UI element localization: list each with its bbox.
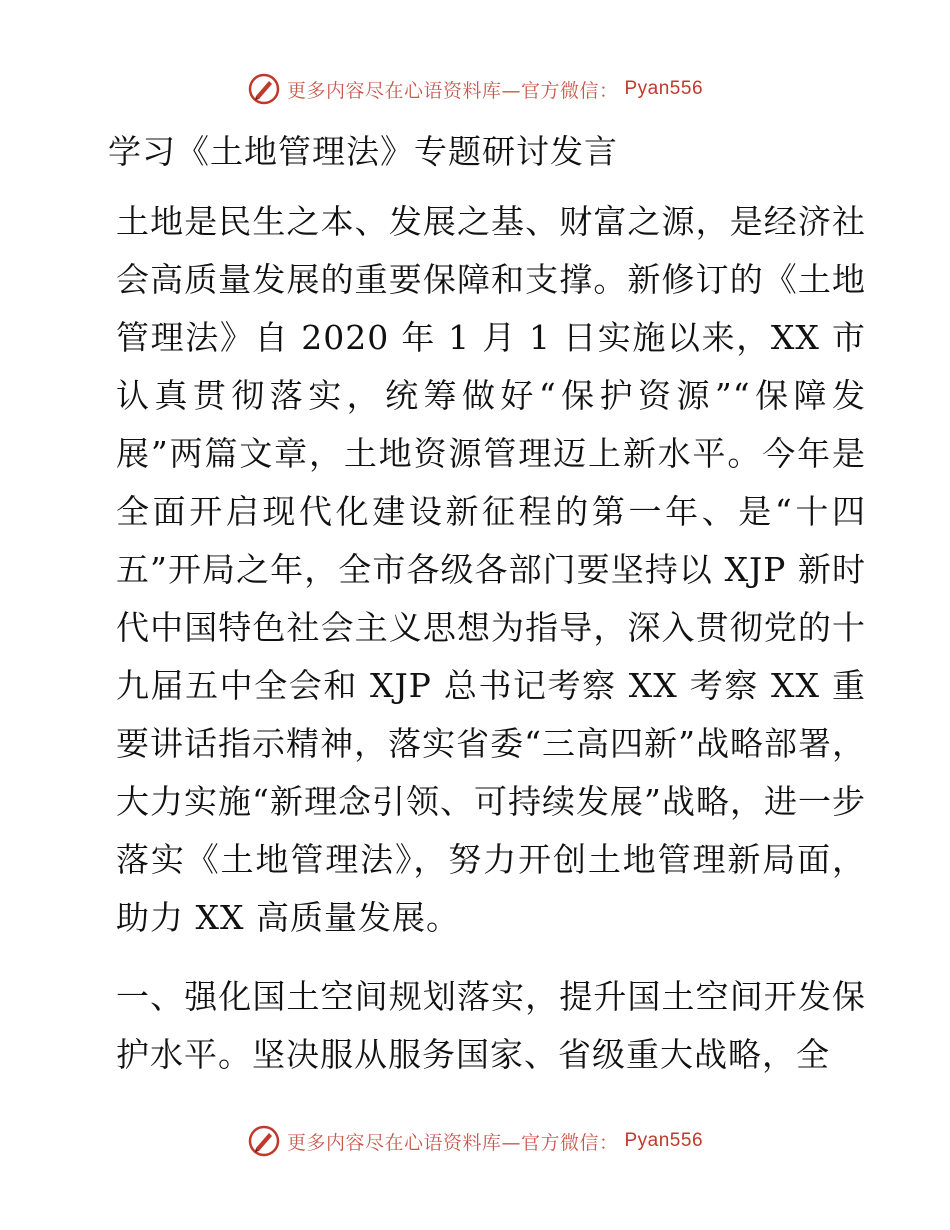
pen-logo-icon	[247, 72, 281, 106]
pen-logo-icon	[247, 1124, 281, 1158]
watermark-handle: Pyan556	[624, 78, 704, 99]
watermark-footer	[0, 1124, 950, 1158]
body-paragraph-1: 土地是民生之本、发展之基、财富之源，是经济社会高质量发展的重要保障和支撑。新修订的《土地管理法》自 2020 年 1 月 1 日实施以来，XX 市认真贯彻落实，统筹做好“保护资源”“保障发展”两篇文章，土地资源管理迈上新水平。今年是全面开启现代化建设新征程的第一年、是“十四五”开局之年，全市各级各部门要坚持以 XJP 新时代中国特色社会主义思想为指导，深入贯彻党的十九届五中全会和 XJP 总书记考察 XX 考察 XX 重要讲话指示精神，落实省委“三高四新”战略部署，大力实施“新理念引领、可持续发展”战略，进一步落实《土地管理法》，努力开创土地管理新局面，助力 XX 高质量发展。	[116, 202, 866, 937]
watermark-header	[0, 72, 950, 106]
watermark-handle: Pyan556	[624, 1130, 704, 1151]
document-title: 学习《土地管理法》专题研讨发言	[108, 132, 618, 171]
watermark-text: 更多内容尽在心语资料库—官方微信：	[286, 1131, 619, 1154]
watermark-text: 更多内容尽在心语资料库—官方微信：	[286, 79, 619, 102]
body-paragraph-2: 一、强化国土空间规划落实，提升国土空间开发保护水平。坚决服从服务国家、省级重大战略，全	[116, 977, 866, 1074]
